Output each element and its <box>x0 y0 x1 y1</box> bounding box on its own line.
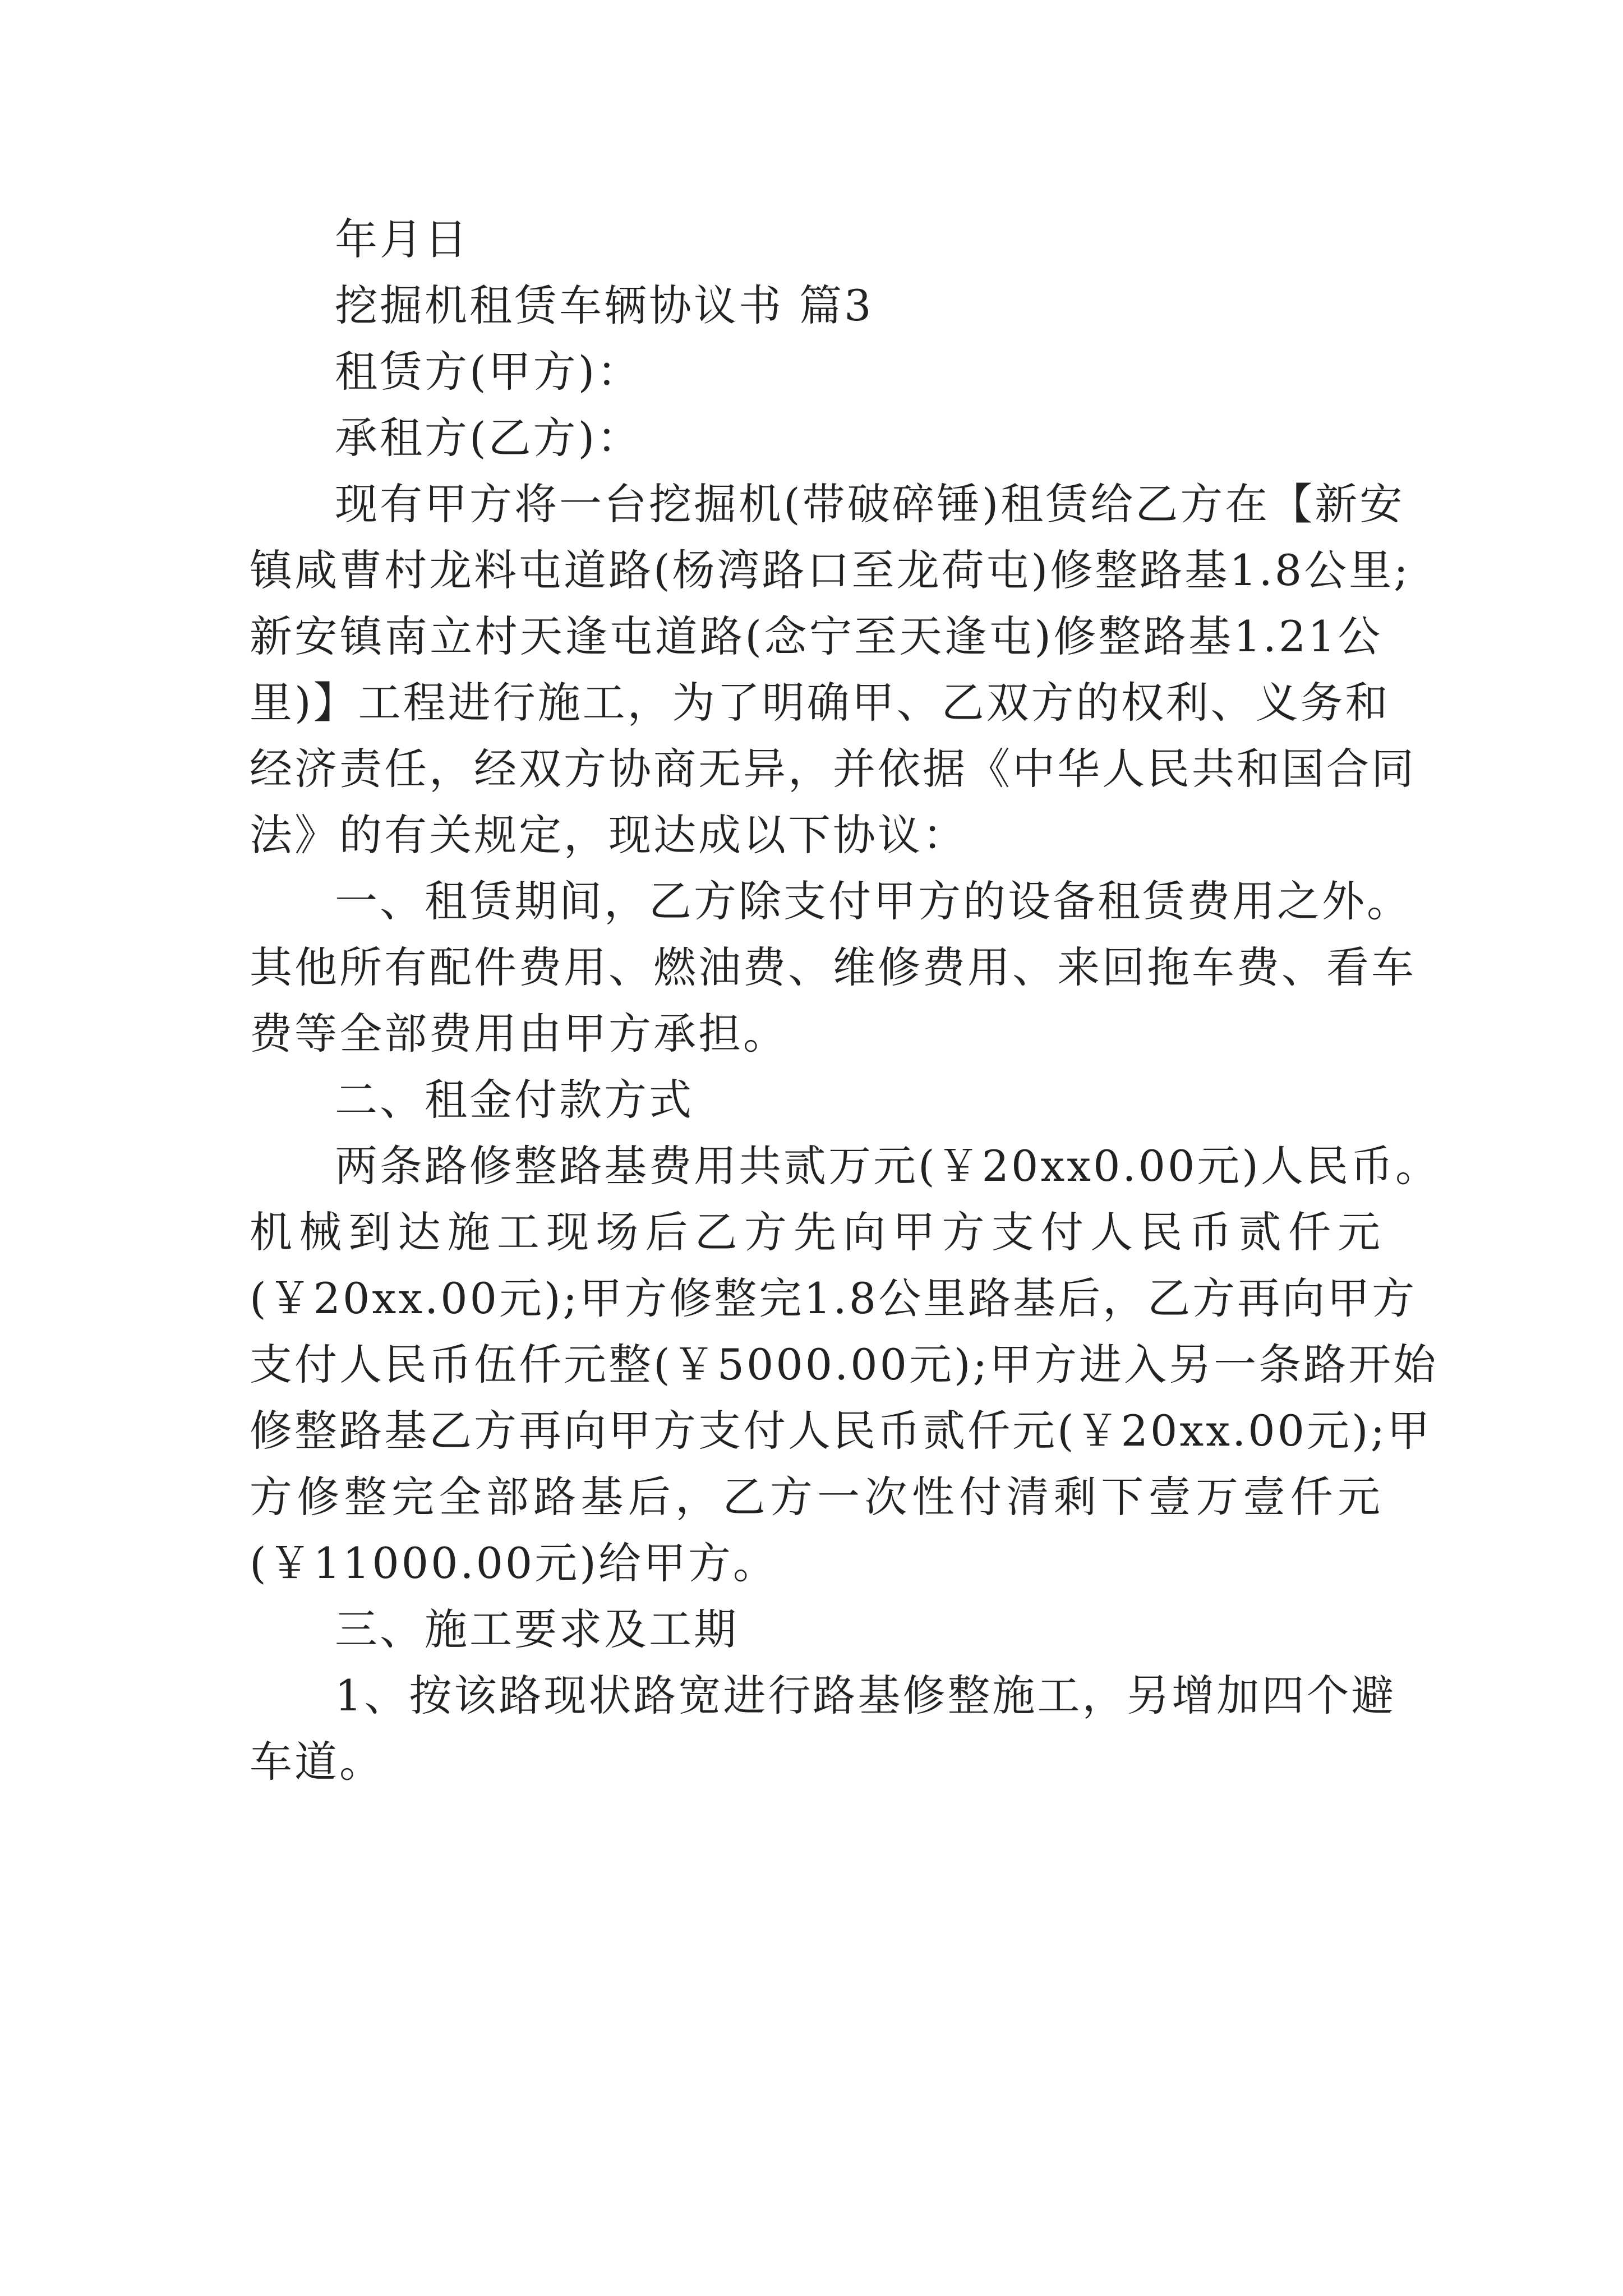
text-line-intro-2: 镇咸曹村龙料屯道路(杨湾路口至龙荷屯)修整路基1.8公里; <box>250 545 1410 595</box>
text-line-clause1-2: 其他所有配件费用、燃油费、维修费用、来回拖车费、看车 <box>250 942 1416 992</box>
text-line-lessor: 租赁方(甲方)： <box>335 347 642 397</box>
text-line-clause2-2: 机械到达施工现场后乙方先向甲方支付人民币贰仟元 <box>250 1207 1382 1257</box>
text-line-title: 挖掘机租赁车辆协议书 篇3 <box>335 280 874 330</box>
text-line-intro-1: 现有甲方将一台挖掘机(带破碎锤)租赁给乙方在【新安 <box>335 479 1405 529</box>
text-line-clause2-5: 修整路基乙方再向甲方支付人民币贰仟元(￥20xx.00元);甲 <box>250 1406 1432 1456</box>
text-line-clause2-heading: 二、租金付款方式 <box>335 1075 694 1125</box>
text-line-clause3-1: 1、按该路现状路宽进行路基修整施工，另增加四个避 <box>335 1671 1396 1720</box>
text-line-clause2-7: (￥11000.00元)给甲方。 <box>250 1538 778 1588</box>
text-line-lessee: 承租方(乙方)： <box>335 413 642 463</box>
text-line-clause1-1: 一、租赁期间，乙方除支付甲方的设备租赁费用之外。 <box>335 876 1412 926</box>
text-line-clause2-4: 支付人民币伍仟元整(￥5000.00元);甲方进入另一条路开始 <box>250 1340 1438 1389</box>
text-line-intro-4: 里)】工程进行施工，为了明确甲、乙双方的权利、义务和 <box>250 678 1390 728</box>
text-line-date: 年月日 <box>335 214 469 264</box>
text-line-clause2-1: 两条路修整路基费用共贰万元(￥20xx0.00元)人民币。 <box>335 1141 1440 1191</box>
text-line-intro-3: 新安镇南立村天逢屯道路(念宁至天逢屯)修整路基1.21公 <box>250 611 1382 661</box>
text-line-clause3-heading: 三、施工要求及工期 <box>335 1604 739 1654</box>
text-line-clause2-3: (￥20xx.00元);甲方修整完1.8公里路基后，乙方再向甲方 <box>250 1273 1417 1323</box>
text-line-intro-6: 法》的有关规定，现达成以下协议： <box>250 810 967 860</box>
text-line-intro-5: 经济责任，经双方协商无异，并依据《中华人民共和国合同 <box>250 744 1416 794</box>
text-line-clause1-3: 费等全部费用由甲方承担。 <box>250 1009 788 1059</box>
text-line-clause2-6: 方修整完全部路基后，乙方一次性付清剩下壹万壹仟元 <box>250 1472 1382 1522</box>
document-body <box>250 206 1440 1795</box>
text-line-clause3-2: 车道。 <box>250 1737 384 1787</box>
